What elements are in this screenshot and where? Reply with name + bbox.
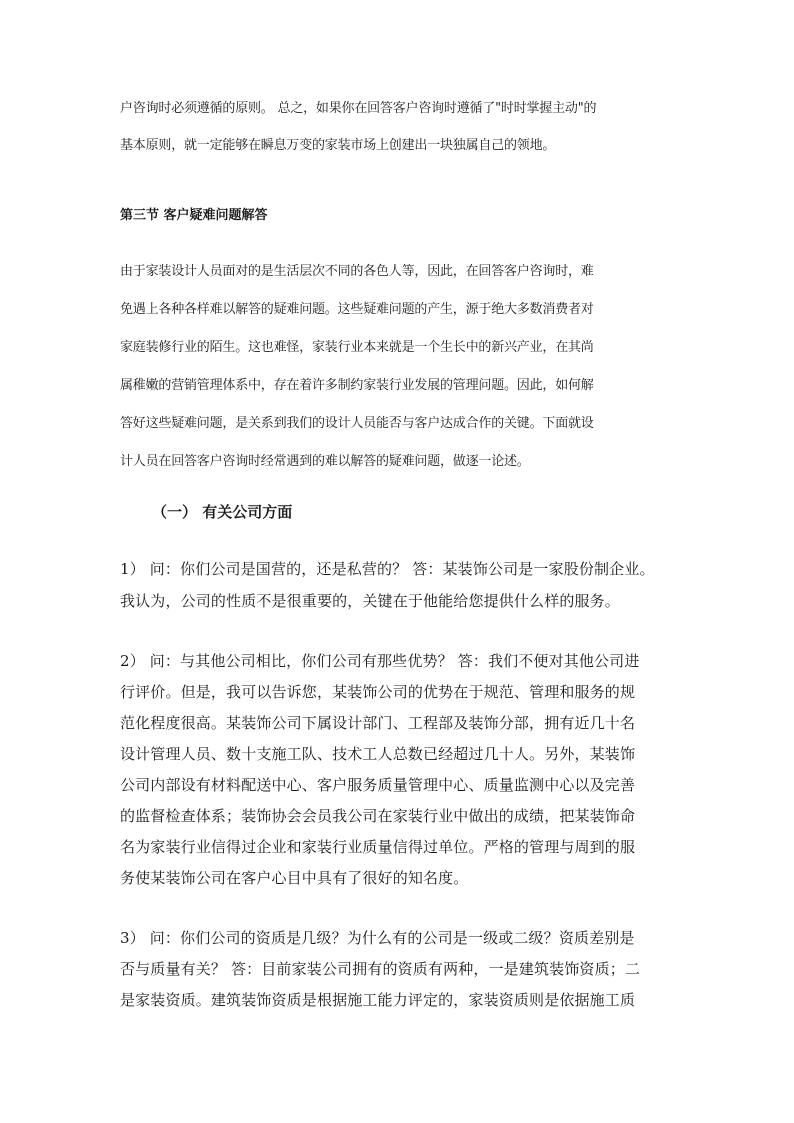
qa-line: 否与质量有关？ 答：目前家装公司拥有的资质有两种，一是建筑装饰资质；二 — [120, 960, 641, 978]
section-title: 第三节 客户疑难问题解答 — [120, 208, 268, 223]
paragraph-line: 属稚嫩的营销管理体系中，存在着许多制约家装行业发展的管理问题。因此，如何解 — [120, 378, 594, 393]
qa-line: 范化程度很高。某装饰公司下属设计部门、工程部及装饰分部，拥有近几十名 — [120, 714, 636, 732]
qa-line: 3） 问：你们公司的资质是几级？为什么有的公司是一级或二级？资质差别是 — [120, 929, 635, 947]
qa-line: 名为家装行业信得过企业和家装行业质量信得过单位。严格的管理与周到的服 — [120, 838, 636, 856]
qa-line: 我认为，公司的性质不是很重要的，关键在于他能给您提供什么样的服务。 — [120, 592, 620, 610]
qa-line: 1） 问：你们公司是国营的，还是私营的？ 答：某装饰公司是一家股份制企业。 — [120, 560, 655, 578]
intro-line: 户咨询时必须遵循的原则。 总之，如果你在回答客户咨询时遵循了"时时掌握主动"的 — [120, 101, 597, 116]
intro-line: 基本原则，就一定能够在瞬息万变的家装市场上创建出一块独属自己的领地。 — [120, 138, 556, 153]
qa-line: 务使某装饰公司在客户心目中具有了很好的知名度。 — [120, 869, 469, 887]
paragraph-line: 计人员在回答客户咨询时经常遇到的难以解答的疑难问题，做逐一论述。 — [120, 454, 530, 469]
paragraph-line: 免遇上各种各样难以解答的疑难问题。这些疑难问题的产生，源于绝大多数消费者对 — [120, 302, 594, 317]
paragraph-line: 由于家装设计人员面对的是生活层次不同的各色人等，因此，在回答客户咨询时，难 — [120, 264, 594, 279]
paragraph-line: 家庭装修行业的陌生。这也难怪，家装行业本来就是一个生长中的新兴产业，在其尚 — [120, 340, 594, 355]
subsection-title: （一） 有关公司方面 — [152, 503, 293, 521]
qa-line: 公司内部设有材料配送中心、客户服务质量管理中心、质量监测中心以及完善 — [120, 776, 636, 794]
qa-line: 设计管理人员、数十支施工队、技术工人总数已经超过几十人。另外，某装饰 — [120, 745, 636, 763]
qa-line: 的监督检查体系；装饰协会会员我公司在家装行业中做出的成绩，把某装饰命 — [120, 807, 636, 825]
qa-line: 2） 问：与其他公司相比，你们公司有那些优势？ 答：我们不便对其他公司进 — [120, 652, 640, 670]
qa-line: 是家装资质。建筑装饰资质是根据施工能力评定的，家装资质则是依据施工质 — [120, 991, 636, 1009]
qa-line: 行评价。但是，我可以告诉您，某装饰公司的优势在于规范、管理和服务的规 — [120, 683, 636, 701]
paragraph-line: 答好这些疑难问题，是关系到我们的设计人员能否与客户达成合作的关键。下面就设 — [120, 416, 594, 431]
